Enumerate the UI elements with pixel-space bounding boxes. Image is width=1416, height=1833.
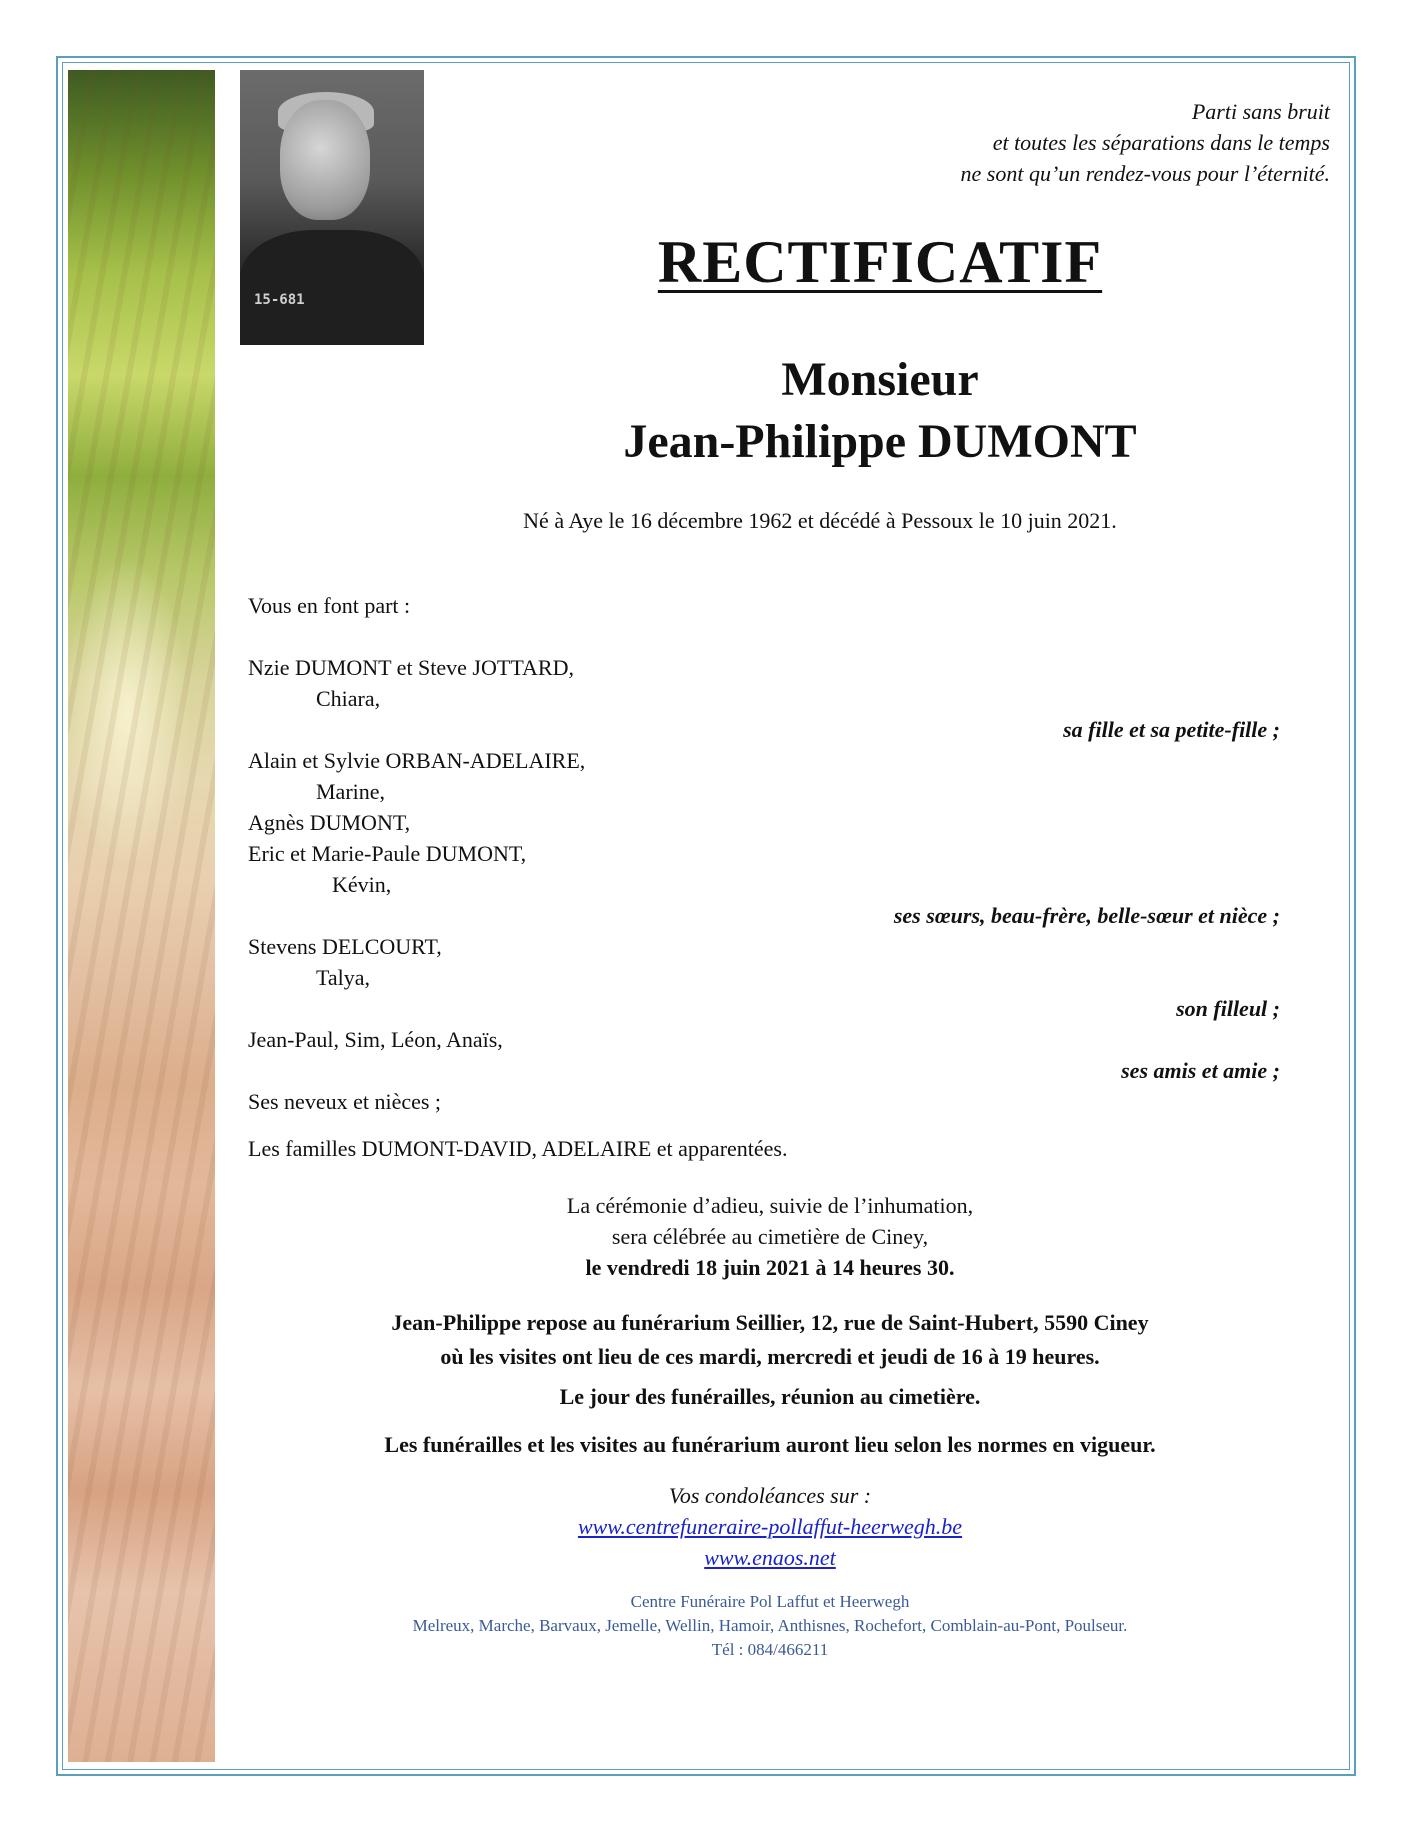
relationship-label: son filleul ; — [1176, 996, 1280, 1021]
visits-line-1: Jean-Philippe repose au funérarium Seillier, 12, rue de Saint-Hubert, 5590 Ciney — [391, 1310, 1149, 1335]
condolences-block — [240, 1480, 1300, 1573]
ceremony-line-1: La cérémonie d’adieu, suivie de l’inhumation, — [566, 1193, 974, 1218]
footer-places: Melreux, Marche, Barvaux, Jemelle, Wellin, Hamoir, Anthisnes, Rochefort, Comblain-au-Pont, Poulseur. — [412, 1616, 1128, 1635]
family-line: Marine, — [316, 779, 386, 804]
quote-line-1: Parti sans bruit — [1191, 99, 1330, 124]
condolences-link-centrefuneraire[interactable]: www.centrefuneraire-pollaffut-heerwegh.be — [577, 1514, 963, 1539]
quote-line-2: et toutes les séparations dans le temps — [992, 130, 1330, 155]
ceremony-line-2: sera célébrée au cimetière de Ciney, — [611, 1224, 929, 1249]
footer-name: Centre Funéraire Pol Laffut et Heerwegh — [630, 1592, 910, 1611]
notice-title — [540, 228, 1220, 297]
relationship-label: ses amis et amie ; — [1121, 1058, 1280, 1083]
family-line: Chiara, — [316, 686, 381, 711]
ceremony-info — [240, 1190, 1300, 1283]
portrait-face — [280, 100, 370, 220]
ceremony-date: le vendredi 18 juin 2021 à 14 heures 30. — [585, 1255, 955, 1280]
forest-path-side-image — [68, 70, 215, 1762]
family-line: Nzie DUMONT et Steve JOTTARD, — [248, 655, 574, 680]
condolences-link-enaos[interactable]: www.enaos.net — [704, 1545, 836, 1570]
epitaph-quote — [730, 96, 1330, 189]
funeral-home-footer — [240, 1590, 1300, 1662]
condolences-label: Vos condoléances sur : — [668, 1483, 872, 1508]
norms-note: Les funérailles et les visites au funérarium auront lieu selon les normes en vigueur. — [384, 1432, 1156, 1457]
family-line: Talya, — [316, 965, 371, 990]
deceased-portrait-photo — [240, 70, 424, 345]
deceased-name: Jean-Philippe DUMONT — [623, 415, 1137, 468]
family-line: Agnès DUMONT, — [248, 810, 411, 835]
family-announcement — [248, 590, 1298, 1164]
relationship-label: ses sœurs, beau-frère, belle-sœur et nièce ; — [893, 903, 1280, 928]
birth-death-line: Né à Aye le 16 décembre 1962 et décédé à Pessoux le 10 juin 2021. — [523, 508, 1117, 533]
quote-line-3: ne sont qu’un rendez-vous pour l’éternité. — [960, 161, 1330, 186]
visits-info — [240, 1306, 1300, 1374]
funeral-day-note: Le jour des funérailles, réunion au cimetière. — [559, 1384, 981, 1409]
title-text: RECTIFICATIF — [657, 229, 1103, 295]
family-line: Stevens DELCOURT, — [248, 934, 442, 959]
families-line: Les familles DUMONT-DAVID, ADELAIRE et apparentées. — [248, 1136, 788, 1161]
family-line: Kévin, — [332, 872, 392, 897]
footer-phone: Tél : 084/466211 — [711, 1640, 829, 1659]
portrait-shirt — [240, 230, 424, 345]
relationship-label: sa fille et sa petite-fille ; — [1063, 717, 1280, 742]
nephews-line: Ses neveux et nièces ; — [248, 1089, 442, 1114]
family-line: Jean-Paul, Sim, Léon, Anaïs, — [248, 1027, 503, 1052]
intro-line: Vous en font part : — [248, 593, 411, 618]
visits-line-2: où les visites ont lieu de ces mardi, mercredi et jeudi de 16 à 19 heures. — [440, 1344, 1100, 1369]
honorific: Monsieur — [781, 353, 979, 406]
family-line: Alain et Sylvie ORBAN-ADELAIRE, — [248, 748, 586, 773]
family-line: Eric et Marie-Paule DUMONT, — [248, 841, 527, 866]
portrait-shirt-print: 15-681 — [254, 292, 305, 308]
